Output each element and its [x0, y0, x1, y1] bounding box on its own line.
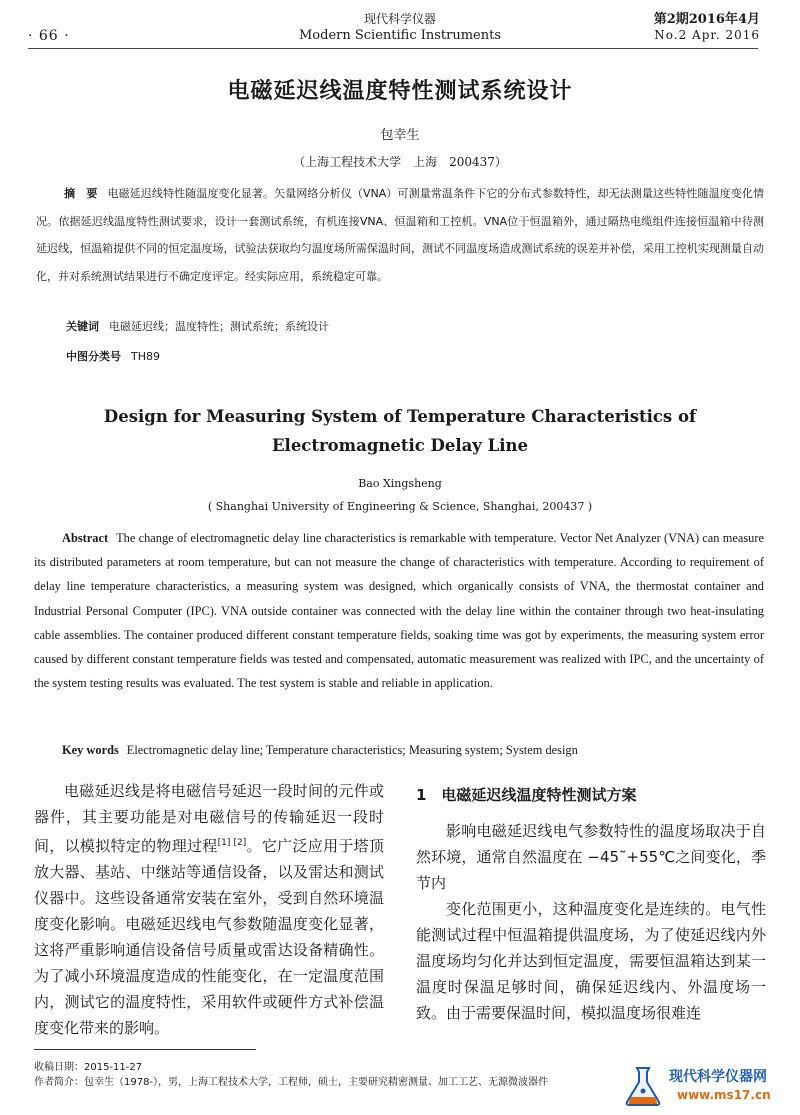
affiliation-cn: （上海工程技术大学 上海 200437） — [293, 155, 507, 169]
section-paragraph-1: 影响电磁延迟线电气参数特性的温度场取决于自然环境，通常自然温度在 −45˜+55℃之间变化，季节内 — [416, 822, 766, 892]
footnote-divider — [34, 1049, 256, 1050]
keywords-cn-label: 关键词 — [66, 320, 99, 333]
clc-label: 中图分类号 — [66, 350, 121, 363]
keywords-en-label: Key words — [62, 743, 119, 757]
abstract-en — [34, 526, 764, 695]
keywords-cn — [66, 318, 329, 334]
page-number: · 66 · — [28, 28, 70, 44]
issue-date-cn: 第2期2016年4月 — [653, 12, 760, 27]
flask-icon — [621, 1064, 665, 1108]
author-en: Bao Xingsheng — [358, 477, 442, 490]
clc-value: TH89 — [131, 350, 160, 363]
author-bio: 作者简介：包幸生（1978-），男，上海工程技术大学，工程师，硕士，主要研究精密测量、加工工艺、无源微波器件 — [34, 1077, 549, 1088]
citation-ref: [1] [2] — [217, 838, 247, 848]
abstract-en-label: Abstract — [62, 531, 109, 545]
author-cn: 包幸生 — [380, 128, 420, 143]
keywords-en — [62, 743, 578, 758]
watermark-name: 现代科学仪器网 — [669, 1069, 767, 1085]
watermark-url: www.ms17.cn — [677, 1088, 771, 1102]
section-paragraph-2: 变化范围更小，这种温度变化是连续的。电气性能测试过程中恒温箱提供温度场，为了使延迟线内外温度场均匀化并达到恒定温度，需要恒温箱达到某一温度时保温足够时间，确保延迟线内、外温度场一致。由于需要保温时间，模拟温度场很难连 — [416, 900, 766, 1022]
paper-title-cn: 电磁延迟线温度特性测试系统设计 — [227, 79, 573, 104]
abstract-cn-text: 电磁延迟线特性随温度变化显著。矢量网络分析仪（VNA）可测量常温条件下它的分布式参数特性，却无法测量这些特性随温度变化情况。依据延迟线温度特性测试要求，设计一套测试系统，有机连接VNA、恒温箱和工控机。VNA位于恒温箱外，通过隔热电缆组件连接恒温箱中待测延迟线，恒温箱提供不同的恒定温度场，试验法获取均匀温度场所需保温时间，测试不同温度场造成测试系统的误差并补偿，采用工控机实现测量自动化，并对系统测试结果进行不确定度评定。经实际应用，系统稳定可靠。 — [36, 187, 765, 283]
received-date: 收稿日期：2015-11-27 — [34, 1062, 143, 1073]
journal-name-cn: 现代科学仪器 — [363, 12, 436, 26]
paper-title-en: Design for Measuring System of Temperature Characteristics of Electromagnetic Delay Line — [103, 407, 697, 455]
section-heading: 1 电磁延迟线温度特性测试方案 — [416, 786, 637, 804]
keywords-en-text: Electromagnetic delay line; Temperature characteristics; Measuring system; System design — [126, 743, 578, 757]
issue-date-en: No.2 Apr. 2016 — [654, 28, 760, 42]
intro-text-b: 。它广泛应用于塔顶放大器、基站、中继站等通信设备，以及雷达和测试仪器中。这些设备通常安装在室外，受到自然环境温度变化影响。电磁延迟线电气参数随温度变化显著，这将严重影响通信设备信号质量或雷达设备精确性。为了减小环境温度造成的性能变化，在一定温度范围内，测试它的温度特性，采用软件或硬件方式补偿温度变化带来的影响。 — [34, 837, 384, 1037]
abstract-cn-label: 摘 要 — [64, 187, 98, 200]
journal-name-en: Modern Scientific Instruments — [298, 28, 502, 43]
header-divider — [28, 48, 758, 49]
intro-paragraph — [34, 778, 384, 1041]
classification-number — [66, 348, 160, 364]
site-watermark — [617, 1060, 792, 1110]
intro-text-a: 电磁延迟线是将电磁信号延迟一段时间的元件或器件，其主要功能是对电磁信号的传输延迟一段时间，以模拟特定的物理过程 — [34, 782, 384, 855]
abstract-cn — [36, 180, 764, 290]
keywords-cn-text: 电磁延迟线；温度特性；测试系统；系统设计 — [109, 320, 329, 333]
abstract-en-text: The change of electromagnetic delay line characteristics is remarkable with temperature. Vector Net Analyzer (VNA) can measure its distributed parameters at room temperature, but can not measure the change of characteristics with temperature. According to requirement of delay line temperature characteristics, a measuring system was designed, which organically consists of VNA, the thermostat container and Industrial Personal Computer (IPC). VNA outside container was connected with the delay line within the container through two heat-insulating cable assemblies. The container produced different constant temperature fields, soaking time was got by experiments, the measuring system error caused by different constant temperature fields was tested and compensated, automatic measurement was realized with IPC, and the uncertainty of the system testing results was evaluated. The test system is stable and reliable in application. — [34, 531, 764, 691]
affiliation-en: ( Shanghai University of Engineering & Science, Shanghai, 200437 ) — [207, 500, 593, 513]
